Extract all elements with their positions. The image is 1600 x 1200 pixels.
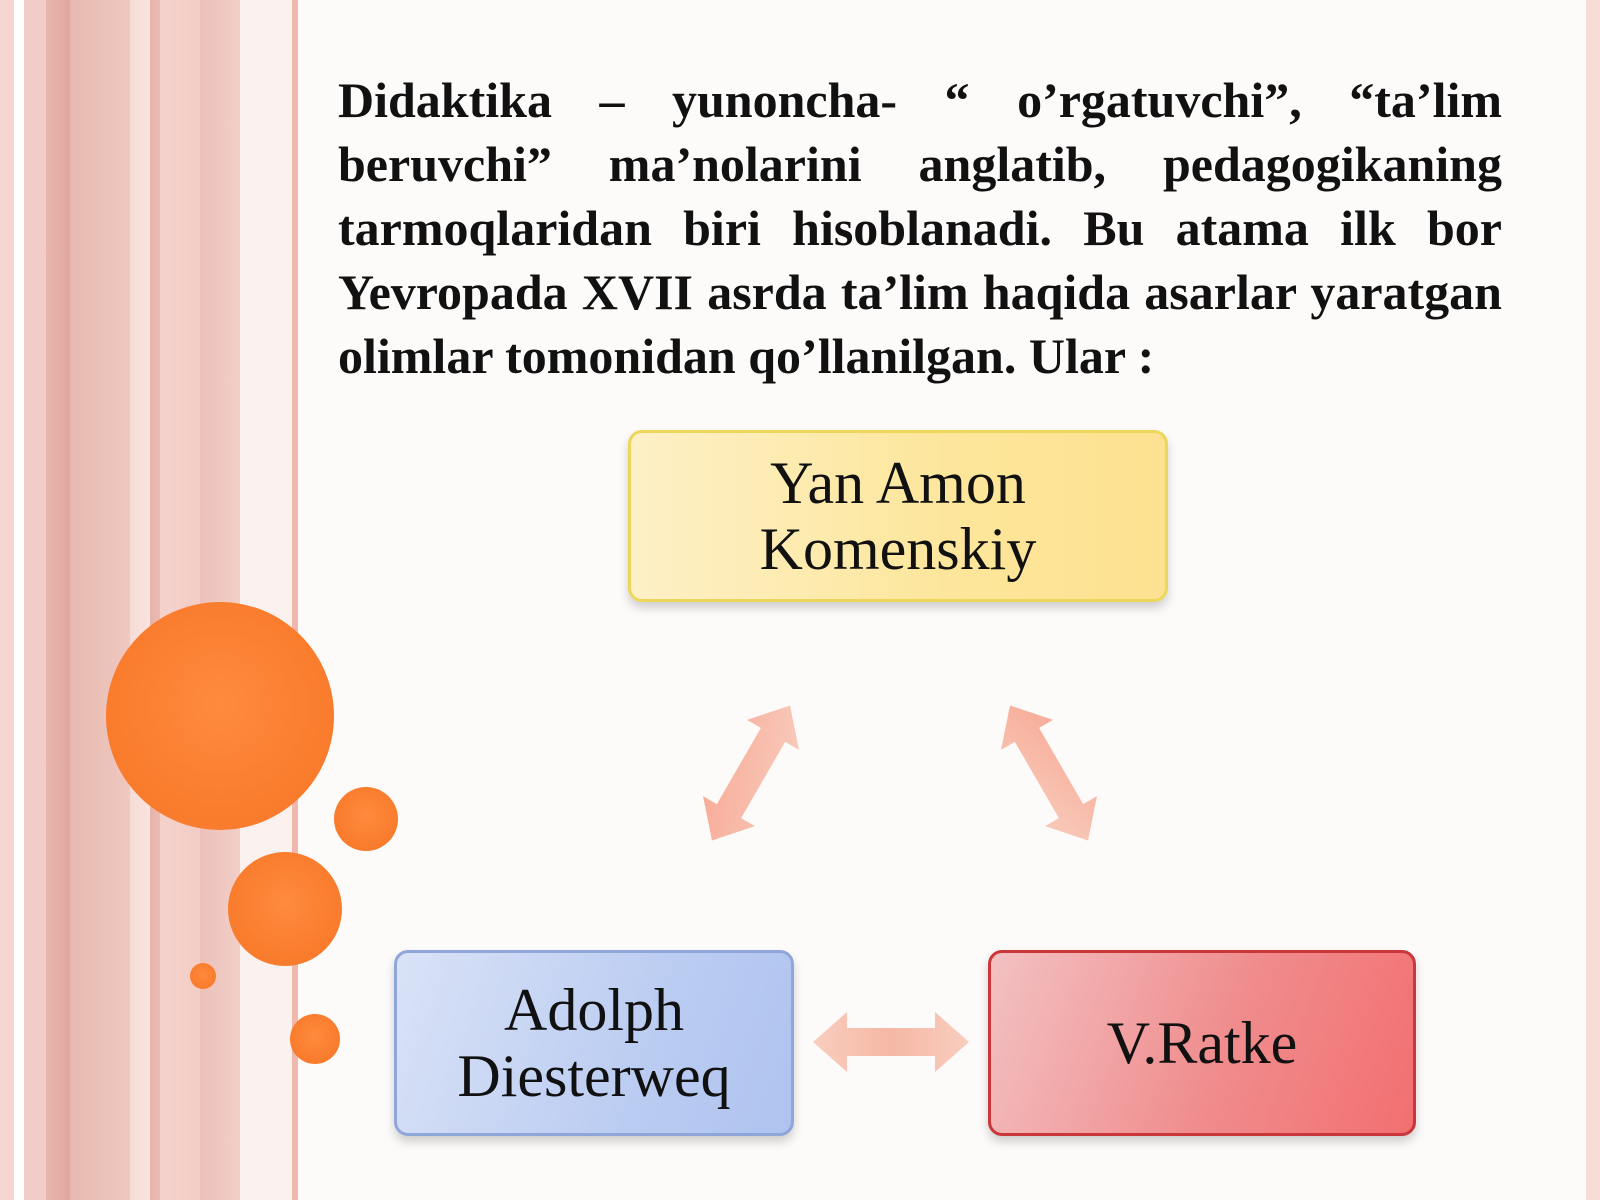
node-label-diesterweq: Adolph Diesterweq	[457, 977, 731, 1109]
node-label-ratke: V.Ratke	[1106, 1010, 1298, 1076]
node-v-ratke	[988, 950, 1416, 1136]
arrow-bottom-horizontal	[813, 1012, 969, 1072]
node-label-komenskiy: Yan Amon Komenskiy	[759, 450, 1037, 582]
node-yan-amon-komenskiy	[628, 430, 1168, 602]
arrow-left-diagonal	[686, 690, 816, 855]
arrow-right-diagonal	[984, 690, 1114, 855]
node-adolph-diesterweq	[394, 950, 794, 1136]
intro-paragraph: Didaktika – yunoncha- “ o’rgatuvchi”, “ta’lim beruvchi” ma’nolarini anglatib, pedagogikaning tarmoqlaridan biri hisoblanadi. Bu atama ilk bor Yevropada XVII asrda ta’lim haqida asarlar yaratgan olimlar tomonidan qo’llanilgan. Ular :	[338, 72, 1502, 384]
